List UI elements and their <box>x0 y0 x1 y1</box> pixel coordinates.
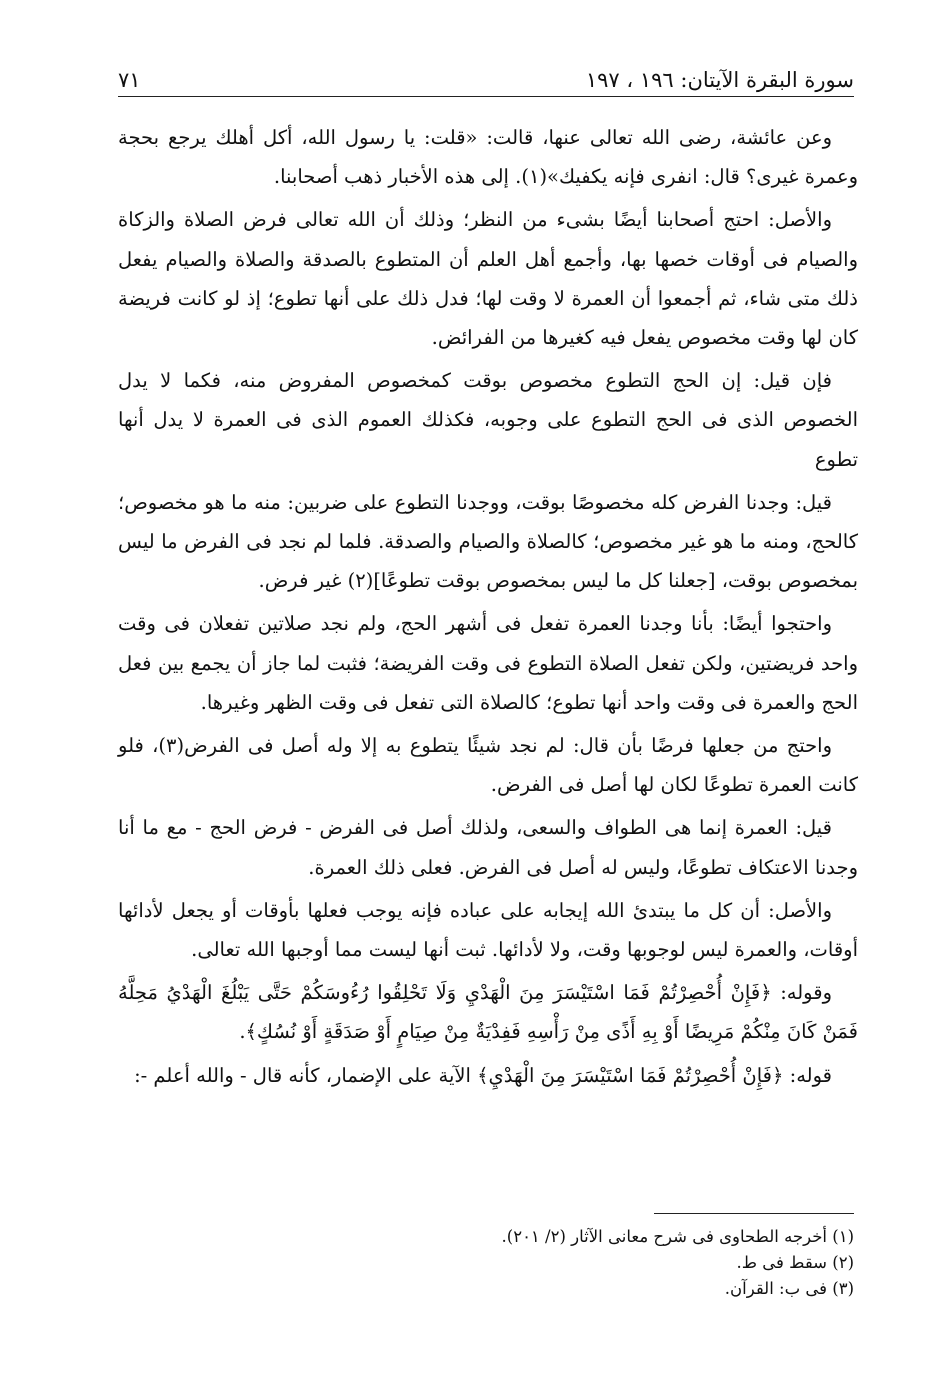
paragraph-argument-two: واحتجوا أيضًا: بأنا وجدنا العمرة تفعل فى أشهر الحج، ولم نجد صلاتين تفعلان فى وقت واحد فريضتين، ولكن تفعل الصلاة التطوع فى وقت الفريضة؛ فثبت لما جاز أن يجمع بين فعل الحج والعمرة فى وقت واحد أنها تطوع؛ كالصلاة التى تفعل فى وقت الظهر وغيرها. <box>118 612 858 714</box>
header-rule <box>118 96 854 97</box>
page-number: ٧١ <box>118 68 141 92</box>
footnote-1: (١) أخرجه الطحاوى فى شرح معانى الآثار (٢/ ٢٠١). <box>501 1227 854 1246</box>
main-text <box>118 118 858 1099</box>
paragraph-verse-commentary: قوله: ﴿فَإِنْ أُحْصِرْتُمْ فَمَا اسْتَيْسَرَ مِنَ الْهَدْيِ﴾ الآية على الإضمار، كأنه قال - والله أعلم -: <box>134 1063 832 1087</box>
paragraph-reply: قيل: وجدنا الفرض كله مخصوصًا بوقت، ووجدنا التطوع على ضربين: منه ما هو مخصوص؛ كالحج، ومنه ما هو غير مخصوص؛ كالصلاة والصيام والصدقة. فلما لم نجد فى الفرض ما ليس بمخصوص بوقت، [جعلنا كل ما ليس بمخصوص بوقت تطوعًا](٢) غير فرض. <box>118 490 858 593</box>
paragraph-quran-verse: وقوله: ﴿فَإِنْ أُحْصِرْتُمْ فَمَا اسْتَيْسَرَ مِنَ الْهَدْيِ وَلَا تَحْلِقُوا رُءُوسَكُمْ حَتَّى يَبْلُغَ الْهَدْيُ مَحِلَّهُ فَمَنْ كَانَ مِنْكُمْ مَرِيضًا أَوْ بِهِ أَذًى مِنْ رَأْسِهِ فَفِدْيَةٌ مِنْ صِيَامٍ أَوْ صَدَقَةٍ أَوْ نُسُكٍ﴾. <box>118 981 858 1044</box>
paragraph-objection: فإن قيل: إن الحج التطوع مخصوص بوقت كمخصوص المفروض منه، فكما لا يدل الخصوص الذى فى الحج التطوع على وجوبه، فكذلك العموم الذى فى العمرة لا يدل أنها تطوع <box>118 369 858 471</box>
footnote-2: (٢) سقط فى ط. <box>736 1253 854 1272</box>
running-title: سورة البقرة الآيتان: ١٩٦ ، ١٩٧ <box>585 68 854 92</box>
footnote-rule <box>654 1213 854 1214</box>
footnotes <box>118 1224 854 1302</box>
page-header <box>118 58 854 92</box>
paragraph-aisha-hadith: وعن عائشة، رضى الله تعالى عنها، قالت: «قلت: يا رسول الله، أكل أهلك يرجع بحجة وعمرة غيرى؟ قال: انفرى فإنه يكفيك»(١). إلى هذه الأخبار ذهب أصحابنا. <box>118 126 858 189</box>
paragraph-counter-argument: واحتج من جعلها فرضًا بأن قال: لم نجد شيئًا يتطوع به إلا وله أصل فى الفرض(٣)، فلو كانت العمرة تطوعًا لكان لها أصل فى الفرض. <box>118 734 858 797</box>
paragraph-principle: والأصل: أن كل ما يبتدئ الله إيجابه على عباده فإنه يوجب فعلها بأوقات أو يجعل لأدائها أوقات، والعمرة ليس لوجوبها وقت، ولا لأدائها. ثبت أنها ليست مما أوجبها الله تعالى. <box>118 898 858 962</box>
footnote-3: (٣) فى ب: القرآن. <box>724 1279 854 1298</box>
paragraph-asl-reasoning: والأصل: احتج أصحابنا أيضًا بشىء من النظر؛ وذلك أن الله تعالى فرض الصلاة والزكاة والصيام فى أوقات خصها بها، وأجمع أهل العلم أن المتطوع بالصدقة والصلاة والصيام يفعل ذلك متى شاء، ثم أجمعوا أن العمرة لا وقت لها؛ فدل ذلك على أنها تطوع؛ إذ لو كانت فريضة كان لها وقت مخصوص يفعل فيه كغيرها من الفرائض. <box>118 208 858 350</box>
paragraph-reply-two: قيل: العمرة إنما هى الطواف والسعى، ولذلك أصل فى الفرض - فرض الحج - مع ما أنا وجدنا الاعتكاف تطوعًا، وليس له أصل فى الفرض. فعلى ذلك العمرة. <box>118 816 858 879</box>
